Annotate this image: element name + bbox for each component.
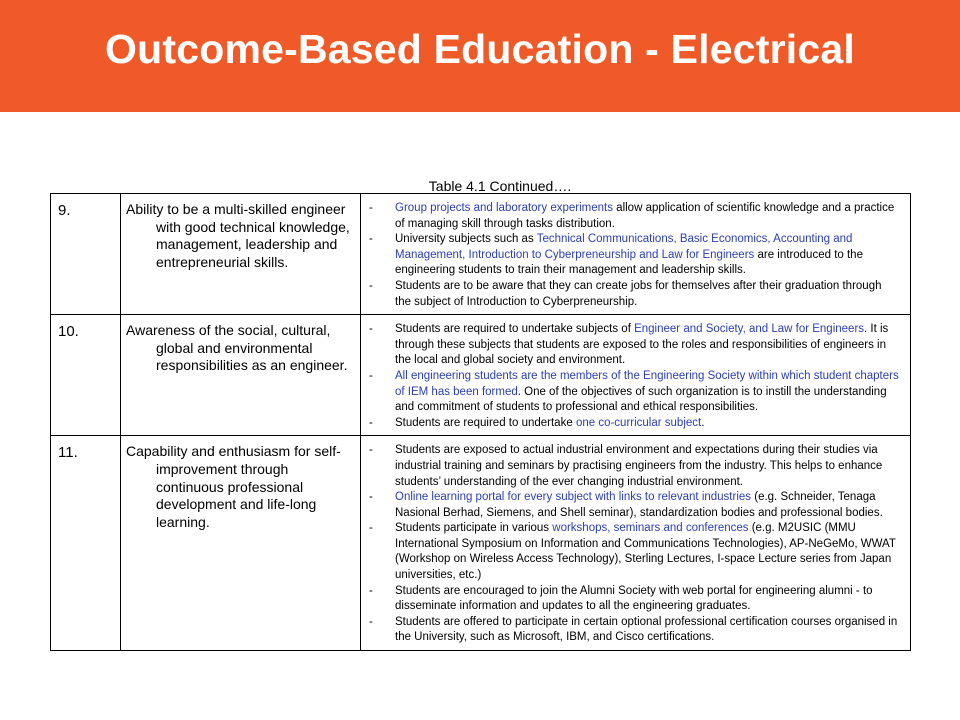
outcomes-table-body xyxy=(51,194,911,651)
highlighted-text: Group projects and laboratory experiments xyxy=(395,202,613,214)
evidence-cell xyxy=(361,436,911,651)
table-row xyxy=(51,194,911,315)
evidence-item xyxy=(369,615,900,646)
plain-text: . One of the objectives of such organization is to instill the understanding and commitment of students to professional and ethical responsibilities. xyxy=(395,385,887,414)
evidence-item xyxy=(369,443,900,490)
table-row xyxy=(51,436,911,651)
outcome-description: Capability and enthusiasm for self-improvement through continuous professional development and life-long learning. xyxy=(126,443,341,530)
evidence-item xyxy=(369,490,900,521)
evidence-item xyxy=(369,521,900,583)
evidence-cell xyxy=(361,315,911,436)
outcome-description: Awareness of the social, cultural, global and environmental responsibilities as an engineer. xyxy=(126,322,348,374)
slide-title: Outcome-Based Education - Electrical xyxy=(105,26,855,72)
plain-text: Students are exposed to actual industrial environment and expectations during their studies via industrial training and seminars by practising engineers from the industry. This helps to enhance students’ understanding of the ever changing industrial environment. xyxy=(395,444,883,488)
evidence-item xyxy=(369,279,900,310)
outcome-cell xyxy=(121,194,361,315)
plain-text: are introduced to the engineering students to train their management and leadership skills. xyxy=(395,248,863,277)
outcome-cell xyxy=(121,315,361,436)
plain-text: Students are offered to participate in certain optional professional certification courses organised in the University, such as Microsoft, IBM, and Cisco certifications. xyxy=(395,615,898,644)
outcome-cell xyxy=(121,436,361,651)
plain-text: (e.g. M2USIC (MMU International Symposium on Information and Communications Technologies), AP-NeGeMo, WWAT (Workshop on Wireless Access Technology), Sterling Lectures, I-space Lecture series from Japan universities, etc.) xyxy=(395,522,896,582)
highlighted-text: Online learning portal for every subject with links to relevant industries xyxy=(395,491,752,504)
plain-text: Students participate in various xyxy=(395,522,553,535)
highlighted-text: Engineer and Society, and Law for Engineers xyxy=(634,323,865,336)
plain-text: . xyxy=(701,416,705,429)
outcome-number: 11. xyxy=(51,436,121,651)
evidence-item xyxy=(369,416,900,432)
plain-text: University subjects such as xyxy=(395,233,537,246)
highlighted-text: All engineering students are the members of the Engineering Society within which student chapters of IEM has been formed xyxy=(395,369,899,398)
highlighted-text: workshops, seminars and conferences xyxy=(552,522,749,535)
plain-text: (e.g. Schneider, Tenaga Nasional Berhad, Siemens, and Shell seminar), standardization bodies and professional bodies. xyxy=(395,491,883,519)
plain-text: Students are required to undertake subjects of xyxy=(395,323,635,336)
plain-text: . It is through these subjects that students are exposed to the roles and responsibilities of engineers in the local and global society and environment. xyxy=(395,323,889,367)
plain-text: Students are required to undertake xyxy=(395,416,576,429)
evidence-item xyxy=(369,201,900,232)
evidence-cell xyxy=(361,194,911,315)
evidence-item xyxy=(369,369,900,416)
title-banner xyxy=(0,0,960,112)
outcomes-table xyxy=(50,193,911,651)
outcome-description: Ability to be a multi-skilled engineer with good technical knowledge, management, leadership and entrepreneurial skills. xyxy=(126,201,350,270)
evidence-item xyxy=(369,584,900,615)
evidence-item xyxy=(369,322,900,369)
evidence-item xyxy=(369,232,900,279)
plain-text: Students are encouraged to join the Alumni Society with web portal for engineering alumni - to disseminate information and updates to all the engineering graduates. xyxy=(395,584,873,613)
outcome-number: 9. xyxy=(51,194,121,315)
highlighted-text: Technical Communications, Basic Economics, Accounting and Management, Introduction to Cyberpreneurship and Law for Engineers xyxy=(395,233,853,261)
table-row xyxy=(51,315,911,436)
plain-text: allow application of scientific knowledge and a practice of managing skill through tasks distribution. xyxy=(395,202,895,230)
plain-text: Students are to be aware that they can create jobs for themselves after their graduation through the subject of Introduction to Cyberpreneurship. xyxy=(395,279,882,308)
table-caption: Table 4.1 Continued…. xyxy=(428,178,572,194)
outcome-number: 10. xyxy=(51,315,121,436)
highlighted-text: one co-curricular subject xyxy=(575,416,702,429)
